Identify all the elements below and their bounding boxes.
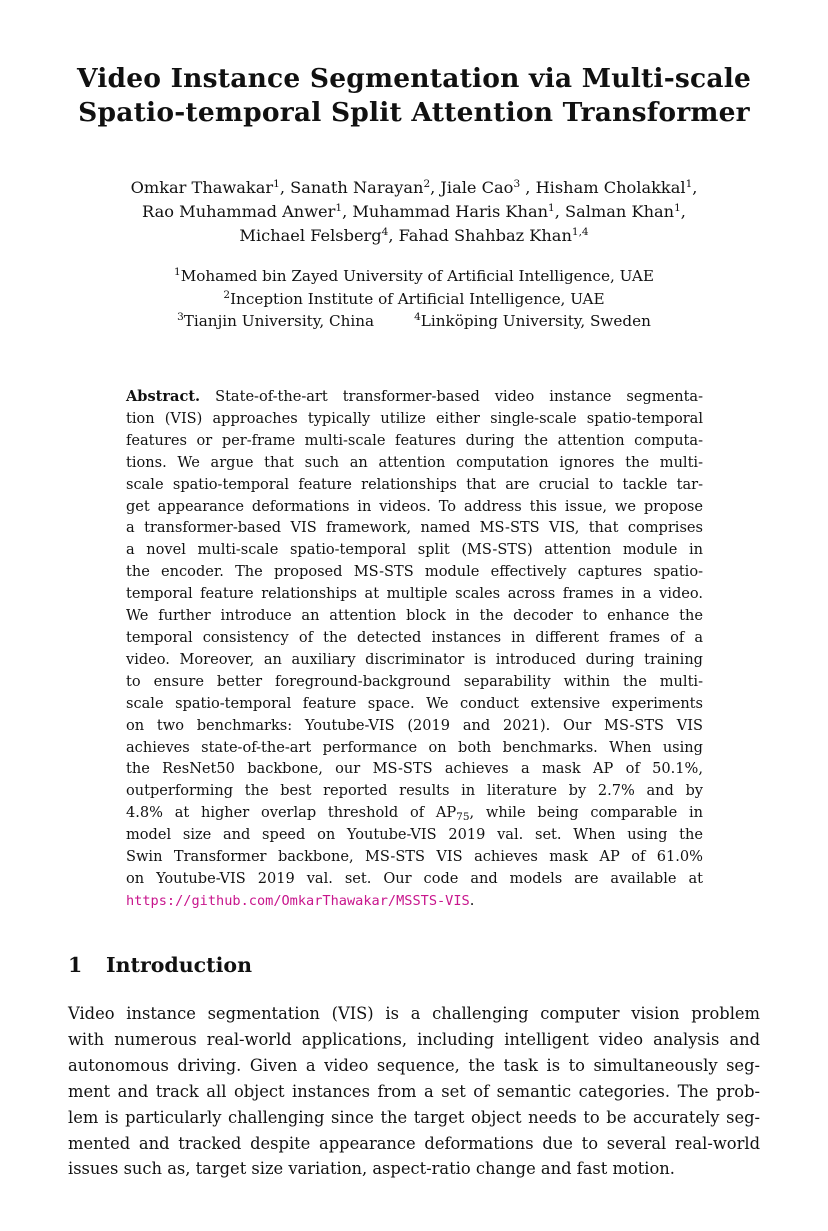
abstract-line: get appearance deformations in videos. To address this issue, we propose xyxy=(126,497,703,515)
body-line: mented and tracked despite appearance deformations due to several real-world xyxy=(68,1133,760,1153)
body-line: issues such as, target size variation, aspect-ratio change and fast motion. xyxy=(68,1159,675,1179)
body-line: autonomous driving. Given a video sequence, the task is to simultaneously seg- xyxy=(68,1055,760,1075)
abstract-line: temporal feature relationships at multiple scales across frames in a video. xyxy=(126,585,703,603)
author-separator: , xyxy=(279,178,291,197)
body-line: with numerous real-world applications, including intelligent video analysis and xyxy=(68,1029,760,1049)
affiliation: Linköping University, Sweden xyxy=(420,312,651,330)
affiliation: Inception Institute of Artificial Intelligence, UAE xyxy=(230,289,605,308)
abstract-label: Abstract. xyxy=(126,388,201,405)
abstract-line: on Youtube-VIS 2019 val. set. Our code and models are available at xyxy=(126,869,703,887)
author-name: Salman Khan xyxy=(565,202,675,221)
abstract-line: features or per-frame multi-scale features during the attention computa- xyxy=(126,431,703,449)
affiliation: Mohamed bin Zayed University of Artificial Intelligence, UAE xyxy=(180,267,654,285)
title-line-2: Spatio-temporal Split Attention Transformer xyxy=(78,97,750,128)
affiliation-line xyxy=(0,265,828,288)
author-separator: , xyxy=(692,178,698,197)
section-title: Introduction xyxy=(106,953,252,977)
abstract xyxy=(126,386,703,913)
author-name: Michael Felsberg xyxy=(239,226,382,245)
abstract-line: the encoder. The proposed MS-STS module effectively captures spatio- xyxy=(126,563,703,581)
author-affiliation-mark: 1 xyxy=(335,202,343,214)
author-separator: , xyxy=(680,202,686,221)
section-heading xyxy=(68,950,252,980)
author-name: Fahad Shahbaz Khan xyxy=(398,226,572,245)
author-separator: , xyxy=(430,178,441,197)
author-line xyxy=(0,224,828,248)
abstract-line: scale spatio-temporal feature space. We conduct extensive experiments xyxy=(126,694,703,712)
abstract-line: We further introduce an attention block in the decoder to enhance the xyxy=(126,607,703,625)
abstract-line: model size and speed on Youtube-VIS 2019 val. set. When using the xyxy=(126,826,703,844)
author-separator: , xyxy=(342,202,353,221)
abstract-line: Swin Transformer backbone, MS-STS VIS achieves mask AP of 61.0% xyxy=(126,848,703,866)
abstract-line: tion (VIS) approaches typically utilize either single-scale spatio-temporal xyxy=(126,409,703,427)
author-list xyxy=(0,176,828,248)
section-number: 1 xyxy=(68,953,83,977)
author-affiliation-mark: 1 xyxy=(674,202,681,214)
abstract-line: temporal consistency of the detected instances in different frames of a xyxy=(126,628,703,646)
author-name: Jiale Cao xyxy=(440,178,514,197)
abstract-line: Abstract. State-of-the-art transformer-based video instance segmenta- xyxy=(126,388,703,405)
title-line-1: Video Instance Segmentation via Multi-scale xyxy=(76,63,752,94)
abstract-line: a transformer-based VIS framework, named MS-STS VIS, that comprises xyxy=(126,519,703,537)
affiliation-list xyxy=(0,265,828,333)
subscript: 75 xyxy=(456,811,470,824)
author-affiliation-mark: 1 xyxy=(685,178,693,190)
author-name: Hisham Cholakkal xyxy=(535,178,686,197)
abstract-line: achieves state-of-the-art performance on both benchmarks. When using xyxy=(126,738,703,756)
author-affiliation-mark: 2 xyxy=(423,178,431,190)
abstract-line: outperforming the best reported results in literature by 2.7% and by xyxy=(126,782,703,800)
author-affiliation-mark: 3 xyxy=(513,178,521,190)
author-separator: , xyxy=(554,202,566,221)
author-name: Sanath Narayan xyxy=(290,178,424,197)
author-name: Muhammad Haris Khan xyxy=(352,202,549,221)
author-affiliation-mark: 1,4 xyxy=(571,226,589,238)
author-line xyxy=(0,200,828,224)
paper-title xyxy=(0,62,828,130)
author-name: Omkar Thawakar xyxy=(130,178,274,197)
affiliation-mark: 3 xyxy=(177,311,184,323)
abstract-line: 4.8% at higher overlap threshold of $AP_{75}$, while being comparable in xyxy=(126,804,703,824)
author-separator: , xyxy=(388,226,399,245)
affiliation-mark: 2 xyxy=(223,288,231,301)
author-name: Rao Muhammad Anwer xyxy=(142,202,336,221)
body-line: Video instance segmentation (VIS) is a challenging computer vision problem xyxy=(68,1004,760,1023)
abstract-line: a novel multi-scale spatio-temporal split (MS-STS) attention module in xyxy=(126,541,703,559)
author-affiliation-mark: 4 xyxy=(381,226,389,238)
affiliation: Tianjin University, China xyxy=(183,312,375,330)
affiliation-line xyxy=(0,288,828,311)
affiliation-mark: 4 xyxy=(414,311,421,323)
abstract-line: scale spatio-temporal feature relationships that are crucial to tackle tar- xyxy=(126,475,703,493)
abstract-line: on two benchmarks: Youtube-VIS (2019 and 2021). Our MS-STS VIS xyxy=(126,716,703,734)
author-separator: , xyxy=(520,178,536,197)
code-url-link[interactable]: https://github.com/OmkarThawakar/MSSTS-VIS xyxy=(126,892,470,909)
author-line xyxy=(0,176,828,200)
body-line: lem is particularly challenging since the target object needs to be accurately seg- xyxy=(68,1107,760,1127)
abstract-line: https://github.com/OmkarThawakar/MSSTS-VIS. xyxy=(126,891,475,909)
body-line: ment and track all object instances from a set of semantic categories. The prob- xyxy=(68,1081,760,1101)
author-affiliation-mark: 1 xyxy=(273,178,280,190)
abstract-line: to ensure better foreground-background separability within the multi- xyxy=(126,672,703,690)
author-affiliation-mark: 1 xyxy=(548,202,555,214)
abstract-line: tions. We argue that such an attention computation ignores the multi- xyxy=(126,453,703,471)
affiliation-mark: 1 xyxy=(174,266,181,278)
abstract-line: the ResNet50 backbone, our MS-STS achieves a mask AP of 50.1%, xyxy=(126,760,703,778)
abstract-line: video. Moreover, an auxiliary discriminator is introduced during training xyxy=(126,650,703,668)
introduction-paragraph xyxy=(68,1001,760,1182)
affiliation-line xyxy=(0,310,828,333)
